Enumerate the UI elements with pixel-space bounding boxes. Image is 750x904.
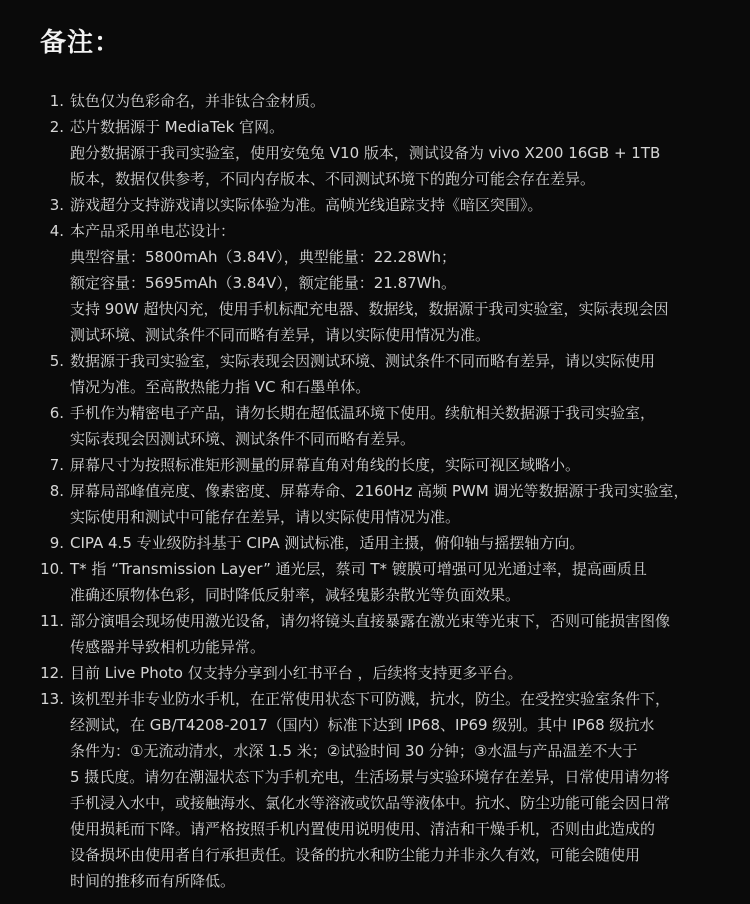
note-text-line: 经测试，在 GB/T4208-2017（国内）标准下达到 IP68、IP69 级别。其中 IP68 级抗水 bbox=[70, 716, 655, 734]
note-text-line: T* 指 “Transmission Layer” 通光层，蔡司 T* 镀膜可增强可见光通过率，提高画质且 bbox=[70, 560, 647, 578]
note-number: 2. bbox=[49, 118, 64, 136]
note-text-line: 典型容量：5800mAh（3.84V），典型能量：22.28Wh； bbox=[70, 248, 456, 266]
note-body bbox=[70, 608, 720, 660]
note-text-line: 准确还原物体色彩，同时降低反射率，减轻鬼影杂散光等负面效果。 bbox=[70, 586, 521, 604]
note-body bbox=[70, 686, 720, 894]
note-text-line: 本产品采用单电芯设计： bbox=[70, 222, 236, 240]
note-item bbox=[0, 686, 750, 894]
note-body bbox=[70, 218, 720, 348]
note-item bbox=[0, 400, 750, 452]
note-text-line: 传感器并导致相机功能异常。 bbox=[70, 638, 266, 656]
note-text-line: 跑分数据源于我司实验室，使用安兔兔 V10 版本，测试设备为 vivo X200 16GB + 1TB bbox=[70, 144, 661, 162]
note-body bbox=[70, 348, 720, 400]
note-number: 9. bbox=[49, 534, 64, 552]
note-item bbox=[0, 608, 750, 660]
note-text-line: 额定容量：5695mAh（3.84V），额定能量：21.87Wh。 bbox=[70, 274, 456, 292]
note-body bbox=[70, 556, 720, 608]
note-number: 4. bbox=[49, 222, 64, 240]
note-item bbox=[0, 478, 750, 530]
note-text-line: 屏幕尺寸为按照标准矩形测量的屏幕直角对角线的长度，实际可视区域略小。 bbox=[70, 456, 581, 474]
note-item bbox=[0, 88, 750, 114]
note-body bbox=[70, 530, 720, 556]
note-body bbox=[70, 660, 720, 686]
note-text-line: 时间的推移而有所降低。 bbox=[70, 872, 236, 890]
note-body bbox=[70, 88, 720, 114]
note-body bbox=[70, 478, 720, 530]
note-body bbox=[70, 400, 720, 452]
note-item bbox=[0, 660, 750, 686]
note-text-line: 版本，数据仅供参考，不同内存版本、不同测试环境下的跑分可能会存在差异。 bbox=[70, 170, 596, 188]
note-number: 3. bbox=[49, 196, 64, 214]
note-number: 13. bbox=[40, 690, 64, 708]
note-text-line: 情况为准。至高散热能力指 VC 和石墨单体。 bbox=[70, 378, 371, 396]
note-item bbox=[0, 556, 750, 608]
note-item bbox=[0, 218, 750, 348]
note-number: 7. bbox=[49, 456, 64, 474]
note-item bbox=[0, 192, 750, 218]
note-text-line: 游戏超分支持游戏请以实际体验为准。高帧光线追踪支持《暗区突围》。 bbox=[70, 196, 543, 214]
page-title: 备注： bbox=[40, 28, 122, 58]
note-text-line: 目前 Live Photo 仅支持分享到小红书平台 ，后续将支持更多平台。 bbox=[70, 664, 523, 682]
notes-list bbox=[0, 88, 750, 894]
note-body bbox=[70, 192, 720, 218]
note-text-line: 设备损坏由使用者自行承担责任。设备的抗水和防尘能力并非永久有效，可能会随使用 bbox=[70, 846, 641, 864]
note-text-line: 钛色仅为色彩命名，并非钛合金材质。 bbox=[70, 92, 326, 110]
note-number: 5. bbox=[49, 352, 64, 370]
note-text-line: 手机作为精密电子产品，请勿长期在超低温环境下使用。续航相关数据源于我司实验室， bbox=[70, 404, 656, 422]
note-text-line: 实际使用和测试中可能存在差异，请以实际使用情况为准。 bbox=[70, 508, 461, 526]
note-text-line: 部分演唱会现场使用激光设备，请勿将镜头直接暴露在激光束等光束下，否则可能损害图像 bbox=[70, 612, 671, 630]
note-number: 10. bbox=[40, 560, 64, 578]
note-text-line: 屏幕局部峰值亮度、像素密度、屏幕寿命、2160Hz 高频 PWM 调光等数据源于我司实验室， bbox=[70, 482, 689, 500]
note-text-line: 支持 90W 超快闪充，使用手机标配充电器、数据线，数据源于我司实验室，实际表现会因 bbox=[70, 300, 669, 318]
note-number: 12. bbox=[40, 664, 64, 682]
note-text-line: 测试环境、测试条件不同而略有差异，请以实际使用情况为准。 bbox=[70, 326, 491, 344]
note-number: 1. bbox=[49, 92, 64, 110]
note-text-line: 实际表现会因测试环境、测试条件不同而略有差异。 bbox=[70, 430, 416, 448]
note-text-line: 5 摄氏度。请勿在潮湿状态下为手机充电，生活场景与实验环境存在差异，日常使用请勿将 bbox=[70, 768, 670, 786]
note-body bbox=[70, 452, 720, 478]
note-text-line: 手机浸入水中，或接触海水、氯化水等溶液或饮品等液体中。抗水、防尘功能可能会因日常 bbox=[70, 794, 671, 812]
note-item bbox=[0, 348, 750, 400]
note-body bbox=[70, 114, 720, 192]
note-item bbox=[0, 114, 750, 192]
note-number: 6. bbox=[49, 404, 64, 422]
note-number: 8. bbox=[49, 482, 64, 500]
note-item bbox=[0, 452, 750, 478]
note-number: 11. bbox=[40, 612, 64, 630]
note-text-line: 该机型并非专业防水手机，在正常使用状态下可防溅，抗水，防尘。在受控实验室条件下， bbox=[70, 690, 671, 708]
note-text-line: 使用损耗而下降。请严格按照手机内置使用说明使用、清洁和干燥手机，否则由此造成的 bbox=[70, 820, 656, 838]
note-text-line: 条件为：①无流动清水，水深 1.5 米；②试验时间 30 分钟；③水温与产品温差不大于 bbox=[70, 742, 638, 760]
note-text-line: CIPA 4.5 专业级防抖基于 CIPA 测试标准，适用主摄，俯仰轴与摇摆轴方向。 bbox=[70, 534, 585, 552]
note-item bbox=[0, 530, 750, 556]
note-text-line: 芯片数据源于 MediaTek 官网。 bbox=[70, 118, 285, 136]
note-text-line: 数据源于我司实验室，实际表现会因测试环境、测试条件不同而略有差异，请以实际使用 bbox=[70, 352, 656, 370]
